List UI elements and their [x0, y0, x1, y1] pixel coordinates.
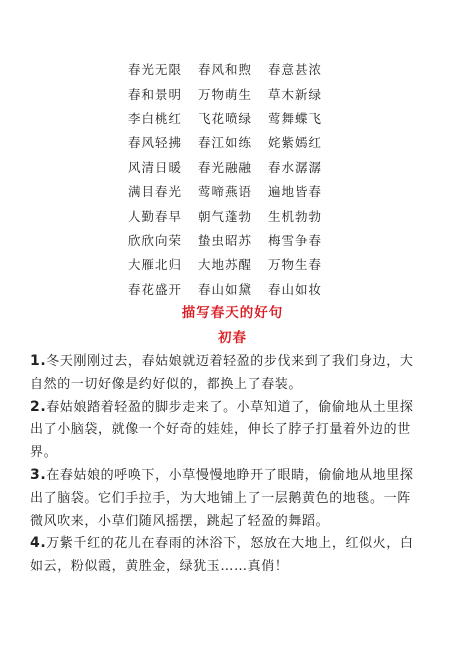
idiom: 春山如妆 — [268, 281, 323, 297]
subsection-title: 初春 — [218, 330, 247, 346]
idiom: 春光融融 — [198, 159, 253, 175]
paragraph-line: 出了脑袋。它们手拉手，为大地铺上了一层鹅黄色的地毯。一阵 — [30, 490, 411, 506]
idiom-row — [128, 57, 338, 81]
paragraph — [30, 464, 440, 532]
idiom: 风清日暖 — [128, 159, 183, 175]
idiom: 春和景明 — [128, 86, 183, 102]
idiom: 草木新绿 — [268, 86, 323, 102]
paragraph-line: 界。 — [30, 445, 58, 461]
idiom: 万物萌生 — [198, 86, 253, 102]
paragraph-line — [30, 464, 440, 488]
idiom: 万物生春 — [268, 257, 323, 273]
idiom: 春风和煦 — [198, 62, 253, 78]
paragraph-line — [30, 350, 440, 374]
idiom: 春花盛开 — [128, 281, 183, 297]
paragraph-list — [30, 350, 440, 578]
paragraph-number: 3. — [30, 466, 47, 483]
idiom: 生机勃勃 — [268, 208, 323, 224]
paragraph-text: 冬天刚刚过去，春姑娘就迈着轻盈的步伐来到了我们身边，大 — [46, 354, 414, 369]
paragraph-text: 万紫千红的花儿在春雨的沐浴下，怒放在大地上，红似火，白 — [46, 536, 414, 552]
idiom: 莺舞蝶飞 — [268, 110, 323, 126]
idiom-row — [128, 155, 338, 179]
idiom-row — [128, 203, 338, 227]
idiom: 春江如练 — [198, 135, 253, 151]
paragraph-text: 在春姑娘的呼唤下，小草慢慢地睁开了眼睛，偷偷地从地里探 — [46, 467, 414, 483]
paragraph-number: 4. — [30, 535, 47, 552]
paragraph-line — [30, 396, 440, 420]
paragraph-number: 2. — [30, 398, 47, 415]
idiom-row — [128, 130, 338, 154]
idiom: 遍地皆春 — [268, 184, 323, 200]
paragraph-line: 自然的一切好像是约好似的，都换上了春装。 — [30, 376, 303, 392]
idiom: 蛰虫昭苏 — [198, 232, 253, 248]
idiom-row — [128, 277, 338, 301]
idiom-row — [128, 228, 338, 252]
idiom: 姹紫嫣红 — [268, 135, 323, 151]
paragraph-line — [30, 532, 440, 556]
idiom: 莺啼燕语 — [198, 184, 253, 200]
section-title: 描写春天的好句 — [181, 305, 284, 321]
idiom-row — [128, 179, 338, 203]
idiom: 春水潺潺 — [268, 159, 323, 175]
idiom: 春风轻拂 — [128, 135, 183, 151]
idiom: 欣欣向荣 — [128, 232, 183, 248]
idiom: 大地苏醒 — [198, 257, 253, 273]
paragraph — [30, 350, 440, 396]
idiom-row — [128, 106, 338, 130]
idiom: 满目春光 — [128, 184, 183, 200]
idiom: 春山如黛 — [198, 281, 253, 297]
idiom: 朝气蓬勃 — [198, 208, 253, 224]
paragraph-text: 春姑娘踏着轻盈的脚步走来了。小草知道了，偷偷地从土里探 — [46, 399, 414, 415]
idiom: 人勤春早 — [128, 208, 183, 224]
paragraph-number: 1. — [30, 353, 47, 369]
idiom: 春光无限 — [128, 62, 183, 78]
idiom: 飞花喷绿 — [198, 110, 253, 126]
idiom: 李白桃红 — [128, 110, 183, 126]
paragraph — [30, 396, 440, 464]
paragraph-line: 如云，粉似霞，黄胜金，绿犹玉……真俏！ — [30, 559, 289, 575]
paragraph-line: 微风吹来，小草们随风摇摆，跳起了轻盈的舞蹈。 — [30, 513, 330, 529]
idiom: 大雁北归 — [128, 257, 183, 273]
idiom-row — [128, 81, 338, 105]
paragraph — [30, 532, 440, 578]
idiom-list — [128, 57, 338, 301]
idiom: 梅雪争春 — [268, 232, 323, 248]
paragraph-line: 出了小脑袋，就像一个好奇的娃娃，伸长了脖子打量着外边的世 — [30, 422, 411, 438]
idiom: 春意甚浓 — [268, 62, 323, 78]
idiom-row — [128, 252, 338, 276]
